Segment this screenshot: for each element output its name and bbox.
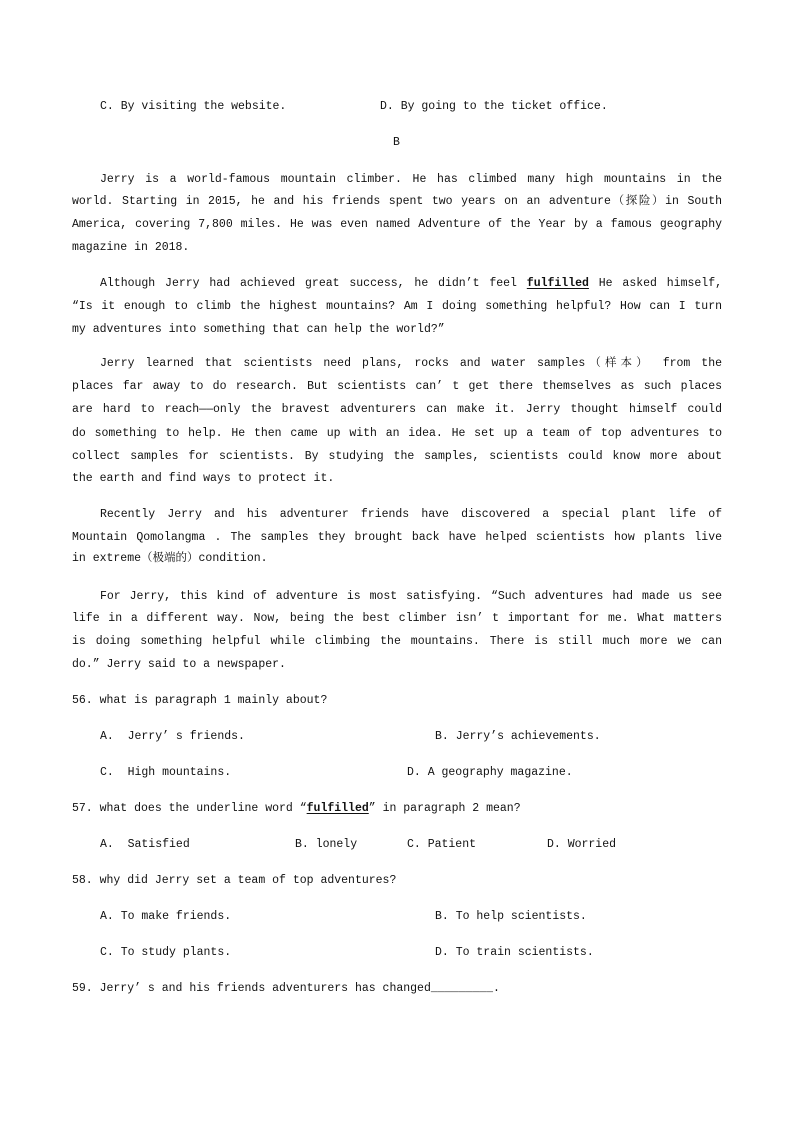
- passage-p1-line: magazine in 2018.: [72, 241, 190, 254]
- passage-p2-line: [100, 276, 722, 292]
- passage-p5-line: is doing something helpful while climbing the mountains. There is still much more we can: [72, 635, 722, 648]
- question-56-option-d: D. A geography magazine.: [407, 766, 573, 779]
- question-58-stem: 58. why did Jerry set a team of top adventures?: [72, 874, 397, 887]
- stem-text: ” in paragraph 2 mean?: [368, 802, 521, 815]
- question-56-option-b: B. Jerry’s achievements.: [435, 730, 601, 743]
- question-57-stem: [72, 801, 521, 817]
- passage-p3-line: the earth and find ways to protect it.: [72, 472, 335, 485]
- question-57-option-b: B. lonely: [295, 838, 358, 851]
- passage-p4-line: in extreme（极端的）condition.: [72, 552, 268, 565]
- passage-p4-line: Recently Jerry and his adventurer friends have discovered a special plant life of: [100, 508, 722, 521]
- question-58-option-d: D. To train scientists.: [435, 946, 594, 959]
- passage-p1-line: world. Starting in 2015, he and his friends spent two years on an adventure（探险）in South: [72, 195, 722, 208]
- line-text: Although Jerry had achieved great success, he didn’t feel: [100, 277, 517, 290]
- passage-p5-line: life in a different way. Now, being the best climber isn’ t important for me. What matters: [72, 612, 722, 625]
- passage-p2-line: my adventures into something that can help the world?”: [72, 323, 445, 336]
- passage-p3-line: are hard to reach——only the bravest adventurers can make it. Jerry thought himself could: [72, 403, 722, 416]
- passage-p5-line: do.” Jerry said to a newspaper.: [72, 658, 286, 671]
- passage-p1-line: Jerry is a world-famous mountain climber. He has climbed many high mountains in the: [100, 173, 722, 186]
- passage-p3-line: Jerry learned that scientists need plans, rocks and water samples（样本） from the: [100, 357, 722, 370]
- question-56-option-c: C. High mountains.: [100, 766, 232, 779]
- keyword-fulfilled: fulfilled: [526, 277, 589, 290]
- question-59-stem: 59. Jerry’ s and his friends adventurers has changed_________.: [72, 982, 500, 995]
- passage-p3-line: places far away to do research. But scientists can’ t get there themselves as such places: [72, 380, 722, 393]
- question-56-option-a: A. Jerry’ s friends.: [100, 730, 245, 743]
- passage-p1-line: America, covering 7,800 miles. He was even named Adventure of the Year by a famous geography: [72, 218, 722, 231]
- question-57-option-d: D. Worried: [547, 838, 617, 851]
- prev-option-c: C. By visiting the website.: [100, 100, 287, 113]
- passage-p4-line: Mountain Qomolangma . The samples they brought back have helped scientists how plants live: [72, 531, 722, 544]
- line-text: He asked himself,: [598, 277, 722, 290]
- question-57-option-c: C. Patient: [407, 838, 477, 851]
- passage-p2-line: “Is it enough to climb the highest mountains? Am I doing something helpful? How can I turn: [72, 300, 722, 313]
- keyword-fulfilled: fulfilled: [306, 802, 369, 815]
- passage-p3-line: do something to help. He then came up with an idea. He set up a team of top adventures to: [72, 427, 722, 440]
- question-58-option-a: A. To make friends.: [100, 910, 232, 923]
- question-58-option-c: C. To study plants.: [100, 946, 232, 959]
- question-57-option-a: A. Satisfied: [100, 838, 190, 851]
- question-58-option-b: B. To help scientists.: [435, 910, 587, 923]
- prev-option-d: D. By going to the ticket office.: [380, 100, 608, 113]
- question-56-stem: 56. what is paragraph 1 mainly about?: [72, 694, 328, 707]
- stem-text: 57. what does the underline word “: [72, 802, 307, 815]
- section-label: B: [393, 136, 400, 149]
- passage-p3-line: collect samples for scientists. By studying the samples, scientists could know more about: [72, 450, 722, 463]
- passage-p5-line: For Jerry, this kind of adventure is most satisfying. “Such adventures had made us see: [100, 590, 722, 603]
